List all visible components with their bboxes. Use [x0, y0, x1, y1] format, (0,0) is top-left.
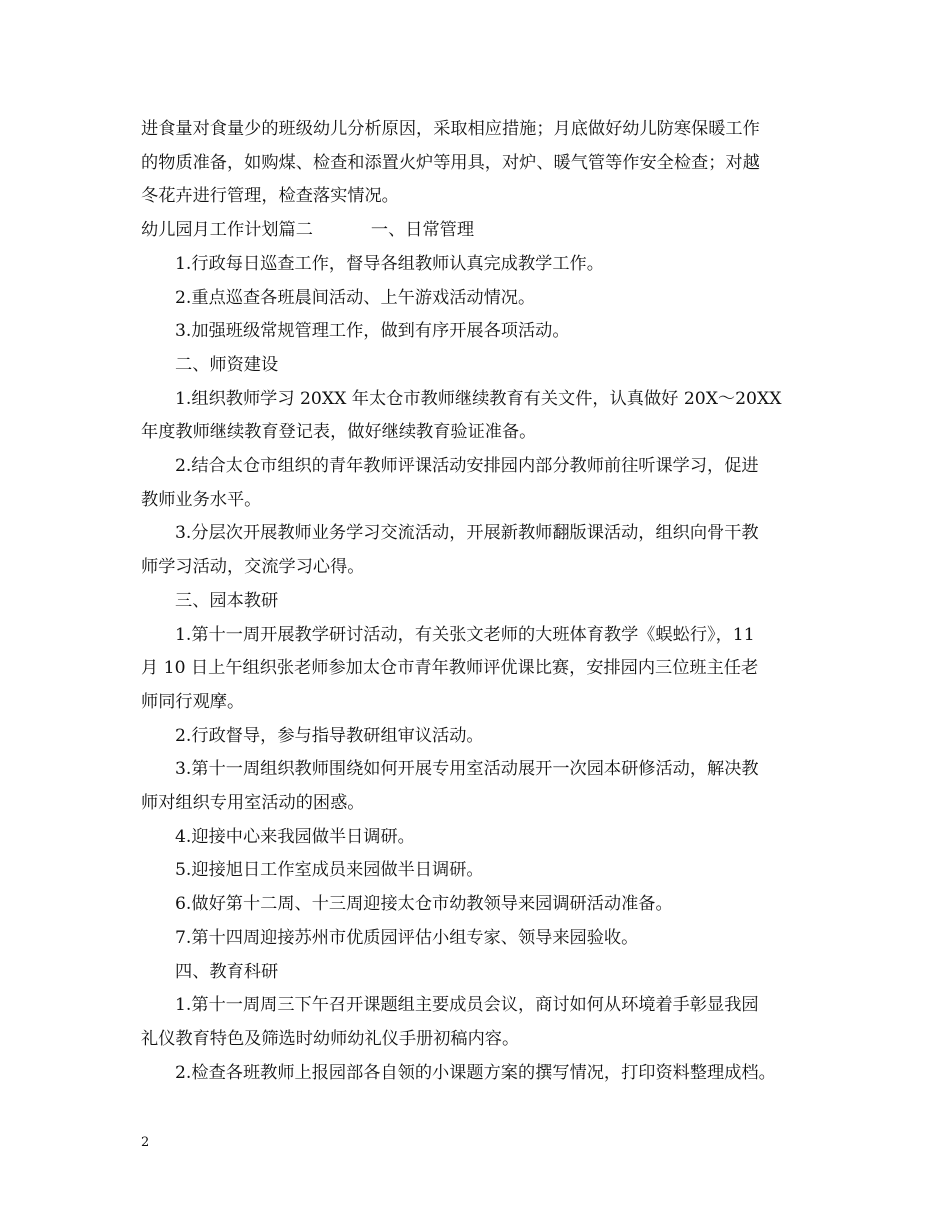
document-heading: [141, 214, 813, 248]
paragraph-line: 四、教育科研: [175, 961, 279, 982]
paragraph-line: 6.做好第十二周、十三周迎接太仓市幼教领导来园调研活动准备。: [175, 894, 673, 915]
paragraph-line: 二、师资建设: [175, 354, 279, 375]
paragraph-line: 3.第十一周组织教师围绕如何开展专用室活动展开一次园本研修活动，解决教: [175, 759, 759, 780]
paragraph-line: 2.结合太仓市组织的青年教师评课活动安排园内部分教师前往听课学习，促进: [175, 456, 759, 477]
continued-paragraph-line-3: 冬花卉进行管理，检查落实情况。: [141, 186, 399, 207]
paragraph-line: 礼仪教育特色及筛选时幼师幼礼仪手册初稿内容。: [141, 1028, 520, 1049]
paragraph-line: 2.行政督导，参与指导教研组审议活动。: [175, 725, 484, 746]
paragraph-line: 3.加强班级常规管理工作，做到有序开展各项活动。: [175, 321, 570, 342]
continued-paragraph-line-2: 的物质准备，如购煤、检查和添置火炉等用具，对炉、暖气管等作安全检查；对越: [141, 152, 760, 173]
page-number: 2: [141, 1135, 150, 1150]
heading-title: 幼儿园月工作计划篇二: [141, 220, 313, 241]
paragraph-line: 教师业务水平。: [141, 489, 262, 510]
paragraph-line: 师对组织专用室活动的困惑。: [141, 793, 365, 814]
paragraph-line: 1.第十一周周三下午召开课题组主要成员会议，商讨如何从环境着手彰显我园: [175, 995, 759, 1016]
paragraph-line: 年度教师继续教育登记表，做好继续教育验证准备。: [141, 422, 537, 443]
document-body: [141, 113, 813, 1090]
paragraph-line: 三、园本教研: [175, 590, 279, 611]
paragraph-line: 2.检查各班教师上报园部各自领的小课题方案的撰写情况，打印资料整理成档。: [175, 1062, 776, 1083]
paragraph-line: 2.重点巡查各班晨间活动、上午游戏活动情况。: [175, 287, 536, 308]
continued-paragraph-line-1: 进食量对食量少的班级幼儿分析原因，采取相应措施；月底做好幼儿防寒保暖工作: [141, 119, 760, 139]
paragraph-line: 师学习活动，交流学习心得。: [141, 557, 365, 578]
paragraph-line: 师同行观摩。: [141, 691, 245, 712]
paragraph-line: 月 10 日上午组织张老师参加太仓市青年教师评优课比赛，安排园内三位班主任老: [141, 658, 759, 679]
heading-section: 一、日常管理: [370, 220, 475, 241]
paragraph-line: 5.迎接旭日工作室成员来园做半日调研。: [175, 860, 484, 881]
paragraph-line: 1.第十一周开展教学研讨活动，有关张文老师的大班体育教学《蜈蚣行》，11: [175, 624, 755, 645]
paragraph-line: 3.分层次开展教师业务学习交流活动，开展新教师翻版课活动，组织向骨干教: [175, 523, 759, 544]
paragraph-line: 7.第十四周迎接苏州市优质园评估小组专家、领导来园验收。: [175, 927, 639, 948]
paragraph-line: 1.组织教师学习 20XX 年太仓市教师继续教育有关文件，认真做好 20X～20XX: [175, 388, 782, 409]
paragraph-line: 4.迎接中心来我园做半日调研。: [175, 826, 415, 847]
paragraph-line: 1.行政每日巡查工作，督导各组教师认真完成教学工作。: [175, 253, 604, 274]
paragraph-list: [141, 248, 813, 1091]
